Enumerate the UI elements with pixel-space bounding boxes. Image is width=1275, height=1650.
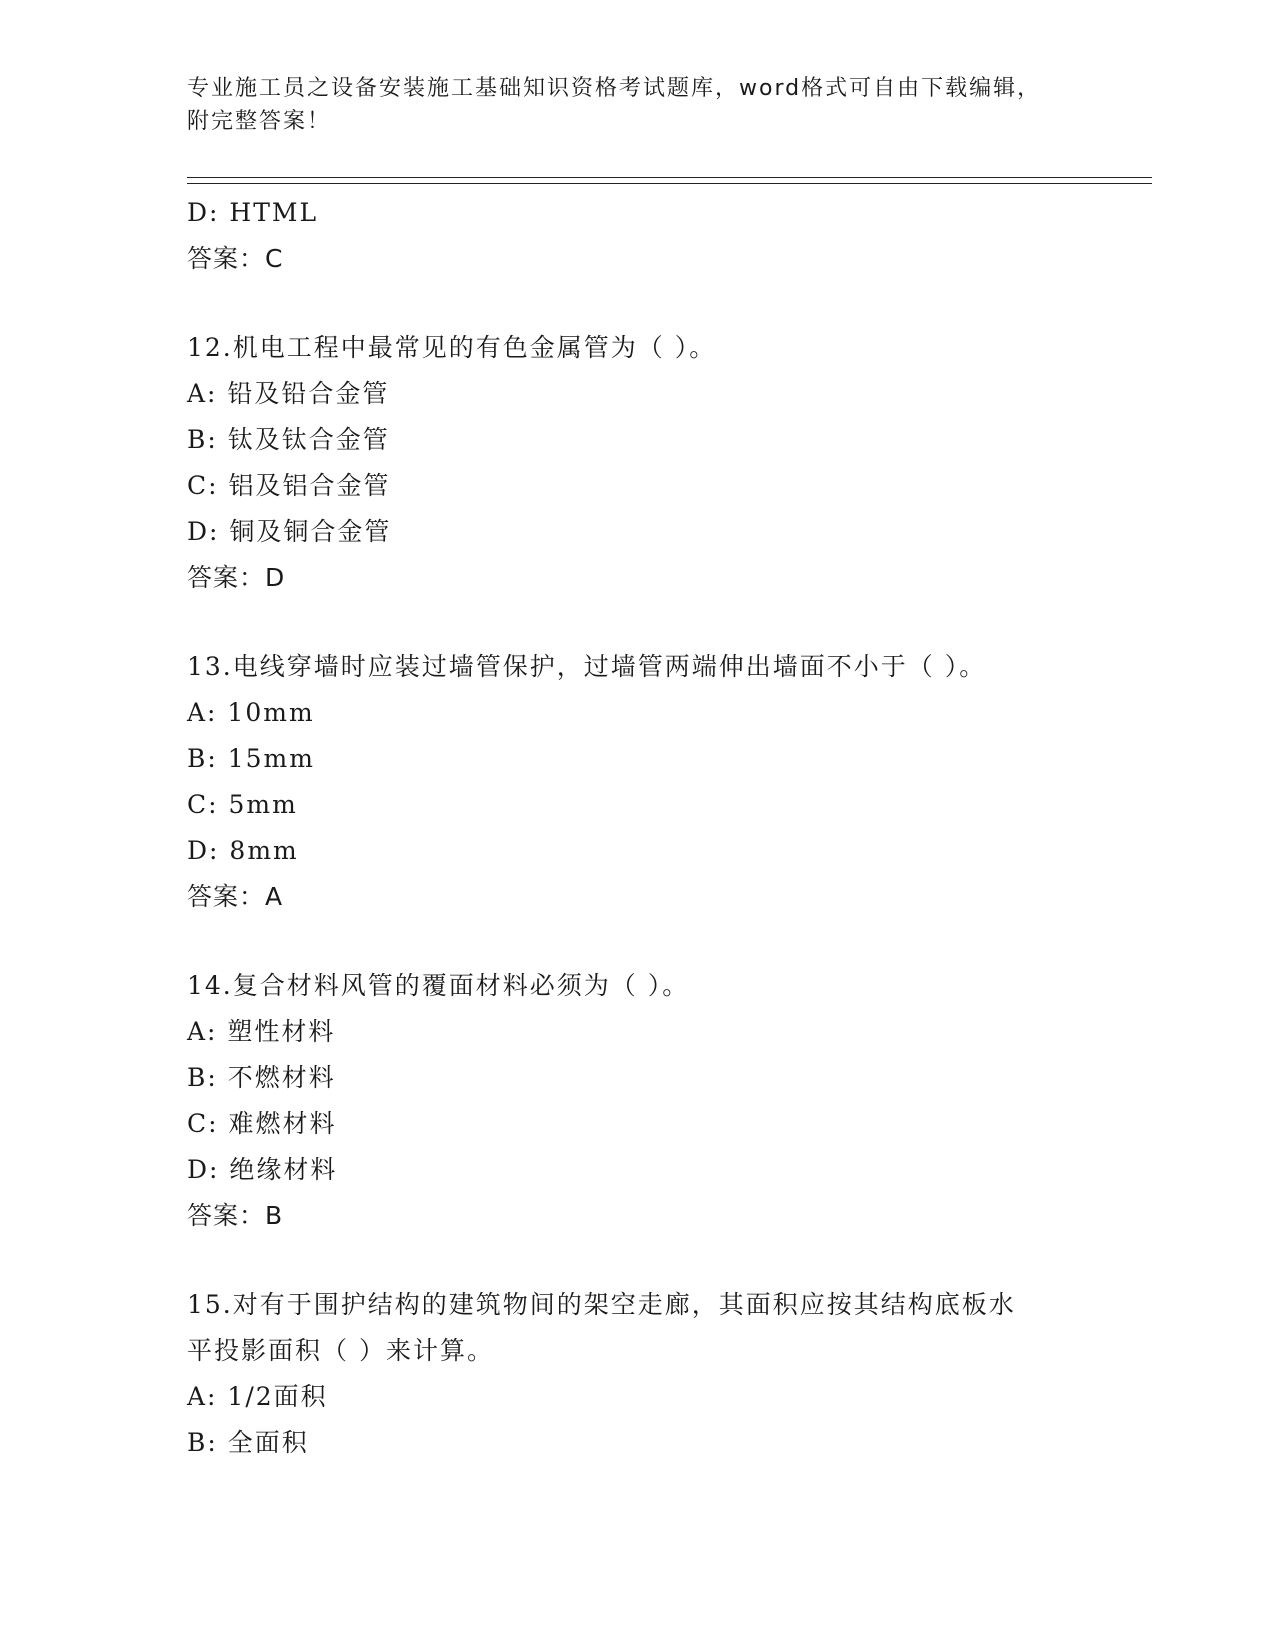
answer: 答案：A bbox=[187, 882, 284, 911]
option-c: C: 难燃材料 bbox=[187, 1109, 337, 1138]
question-list bbox=[187, 190, 1087, 1466]
header-divider-bottom bbox=[187, 183, 1152, 184]
option-a: A: 1/2面积 bbox=[187, 1382, 328, 1411]
answer: 答案：B bbox=[187, 1201, 284, 1230]
option-d: D: 铜及铜合金管 bbox=[187, 517, 392, 546]
option-d: D: HTML bbox=[187, 198, 319, 227]
answer: 答案：C bbox=[187, 244, 284, 273]
question-text: 12.机电工程中最常见的有色金属管为（ ）。 bbox=[187, 333, 717, 362]
option-c: C: 铝及铝合金管 bbox=[187, 471, 391, 500]
option-a: A: 10mm bbox=[187, 698, 315, 727]
header-divider-top bbox=[187, 177, 1152, 178]
document-header bbox=[187, 72, 1067, 138]
header-line-1: 专业施工员之设备安装施工基础知识资格考试题库，word格式可自由下载编辑， bbox=[187, 76, 1042, 101]
question-text: 13.电线穿墙时应装过墙管保护，过墙管两端伸出墙面不小于（ ）。 bbox=[187, 652, 987, 681]
option-d: D: 绝缘材料 bbox=[187, 1155, 338, 1184]
option-b: B: 15mm bbox=[187, 744, 315, 773]
question-text-line-2: 平投影面积（ ）来计算。 bbox=[187, 1336, 494, 1365]
option-a: A: 塑性材料 bbox=[187, 1017, 336, 1046]
option-c: C: 5mm bbox=[187, 790, 298, 819]
question-14 bbox=[187, 963, 1087, 1239]
option-d: D: 8mm bbox=[187, 836, 299, 865]
option-b: B: 全面积 bbox=[187, 1428, 309, 1457]
answer: 答案：D bbox=[187, 563, 286, 592]
option-b: B: 不燃材料 bbox=[187, 1063, 336, 1092]
question-15 bbox=[187, 1282, 1087, 1466]
header-line-2: 附完整答案！ bbox=[187, 109, 332, 134]
option-b: B: 钛及钛合金管 bbox=[187, 425, 390, 454]
question-11-tail bbox=[187, 190, 1087, 282]
question-text-line-1: 15.对有于围护结构的建筑物间的架空走廊，其面积应按其结构底板水 bbox=[187, 1290, 1016, 1319]
question-text: 14.复合材料风管的覆面材料必须为（ ）。 bbox=[187, 971, 690, 1000]
question-13 bbox=[187, 644, 1087, 920]
option-a: A: 铅及铅合金管 bbox=[187, 379, 390, 408]
question-12 bbox=[187, 325, 1087, 601]
